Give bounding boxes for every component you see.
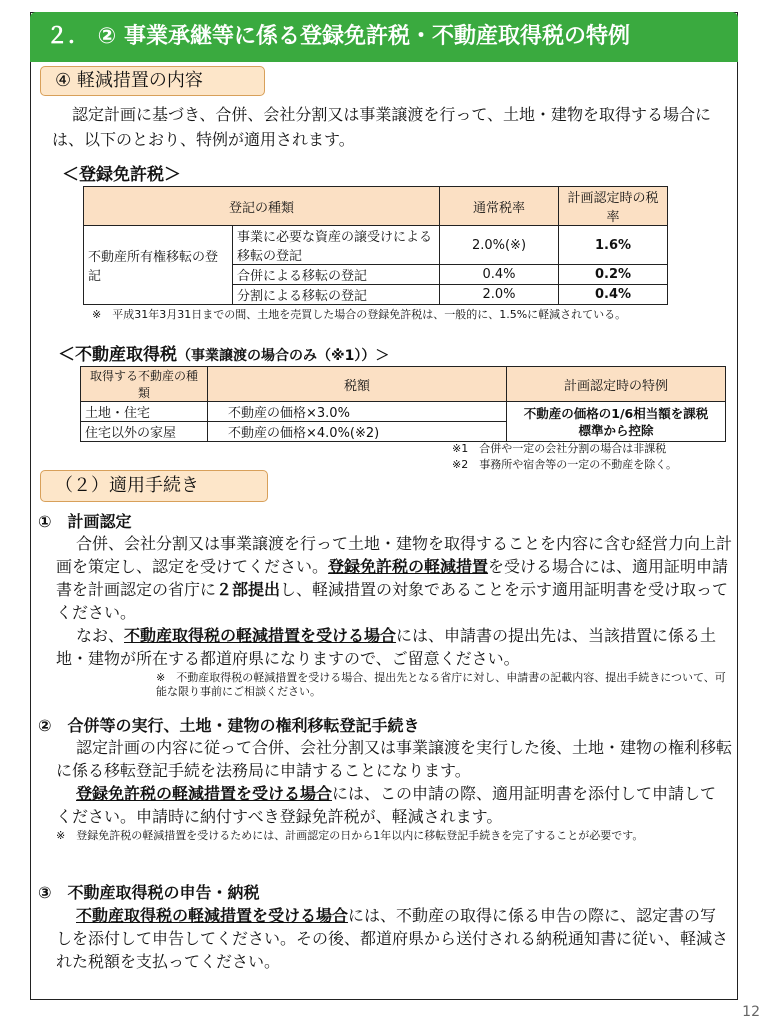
col-header-normal: 通常税率: [440, 187, 559, 226]
step-3-body: [56, 904, 732, 973]
step-3-title: ③ 不動産取得税の申告・納税: [38, 883, 260, 902]
intro-text: 認定計画に基づき、合併、会社分割又は事業譲渡を行って、土地・建物を取得する場合には、以下のとおり、特例が適用されます。: [52, 105, 712, 149]
reg-tax-table: [83, 186, 668, 305]
col-header-amount: 税額: [208, 367, 507, 402]
step-1-bold: ２部提出: [216, 580, 281, 599]
special-cell: 不動産の価格の1/6相当額を課税標準から控除: [507, 402, 726, 442]
acq-tax-note-2: ※2 事務所や宿舎等の一定の不動産を除く。: [452, 458, 677, 471]
row-special: 1.6%: [559, 226, 668, 265]
step-2-underline: 登録免許税の軽減措置を受ける場合: [76, 784, 333, 803]
step-1-title: ① 計画認定: [38, 512, 132, 531]
acq-tax-title-sub: （事業譲渡の場合のみ（※1））＞: [177, 348, 390, 364]
row-amount: 不動産の価格×4.0%(※2): [208, 422, 507, 442]
col-header-special: 計画認定時の税率: [559, 187, 668, 226]
row-kind: 住宅以外の家屋: [81, 422, 208, 442]
step-2-note: ※ 登録免許税の軽減措置を受けるためには、計画認定の日から1年以内に移転登記手続きを完了することが必要です。: [56, 829, 644, 842]
col-header-type: 登記の種類: [84, 187, 440, 226]
row-type: 分割による移転の登記: [233, 285, 440, 305]
step-1-text-c: し、軽減措置の対象であることを示す適用証明書を受け取ってください。: [56, 580, 729, 622]
step-2-title: ② 合併等の実行、土地・建物の権利移転登記手続き: [38, 716, 420, 735]
category-cell: 不動産所有権移転の登記: [84, 226, 233, 305]
acq-tax-note-1: ※1 合併や一定の会社分割の場合は非課税: [452, 442, 667, 455]
step-1-underline-1: 登録免許税の軽減措置: [328, 557, 489, 576]
acq-tax-title-main: ＜不動産取得税: [58, 345, 177, 365]
step-1-body: [56, 532, 732, 699]
acq-tax-title: [58, 340, 389, 365]
step-2-text-b: には、この申請の際、適用証明書を添付して申請してください。申請時に納付すべき登録免許税が、軽減されます。: [56, 784, 717, 826]
row-special: 0.2%: [559, 265, 668, 285]
reg-tax-note: ※ 平成31年3月31日までの間、土地を売買した場合の登録免許税は、一般的に、1.5%に軽減されている。: [92, 308, 627, 321]
step-1-text-e: には、申請書の提出先は、当該措置に係る土地・建物が所在する都道府県になりますので、ご留意ください。: [56, 626, 717, 668]
procedure-heading: （２）適用手続き: [40, 470, 268, 502]
step-1-note: ※ 不動産取得税の軽減措置を受ける場合、提出先となる省庁に対し、申請書の記載内容、提出手続きについて、可能な限り事前にご相談ください。: [156, 671, 726, 698]
reg-tax-title: ＜登録免許税＞: [62, 165, 181, 185]
step-1-underline-2: 不動産取得税の軽減措置を受ける場合: [124, 626, 397, 645]
step-2-text-a: 認定計画の内容に従って合併、会社分割又は事業譲渡を実行した後、土地・建物の権利移転に係る移転登記手続を法務局に申請することになります。: [56, 738, 733, 780]
row-amount: 不動産の価格×3.0%: [208, 402, 507, 422]
step-1-text-a: 合併、会社分割又は事業譲渡を行って土地・建物を取得することを内容に含む経営力向上計画を策定し、認定を受けてください。: [56, 534, 733, 576]
row-normal: 2.0%(※): [440, 226, 559, 265]
row-type: 事業に必要な資産の譲受けによる移転の登記: [233, 226, 440, 265]
step-2-body: [56, 736, 732, 843]
page-number: 12: [742, 1004, 760, 1020]
row-type: 合併による移転の登記: [233, 265, 440, 285]
row-kind: 土地・住宅: [81, 402, 208, 422]
col-header-special: 計画認定時の特例: [507, 367, 726, 402]
acq-tax-table: [80, 366, 726, 442]
page-banner: ２． ② 事業承継等に係る登録免許税・不動産取得税の特例: [30, 12, 738, 62]
step-3-text-a: には、不動産の取得に係る申告の際に、認定書の写しを添付して申告してください。その後、都道府県から送付される納税通知書に従い、軽減された税額を支払ってください。: [56, 906, 729, 971]
step-3-underline: 不動産取得税の軽減措置を受ける場合: [76, 906, 349, 925]
row-normal: 0.4%: [440, 265, 559, 285]
row-special: 0.4%: [559, 285, 668, 305]
step-1-text-d: なお、: [76, 626, 125, 645]
col-header-kind: 取得する不動産の種類: [81, 367, 208, 402]
section-heading-4: ④ 軽減措置の内容: [40, 66, 265, 96]
step-1-text-b: を受ける場合には、適用証明申請書を計画認定の省庁に: [56, 557, 729, 599]
row-normal: 2.0%: [440, 285, 559, 305]
